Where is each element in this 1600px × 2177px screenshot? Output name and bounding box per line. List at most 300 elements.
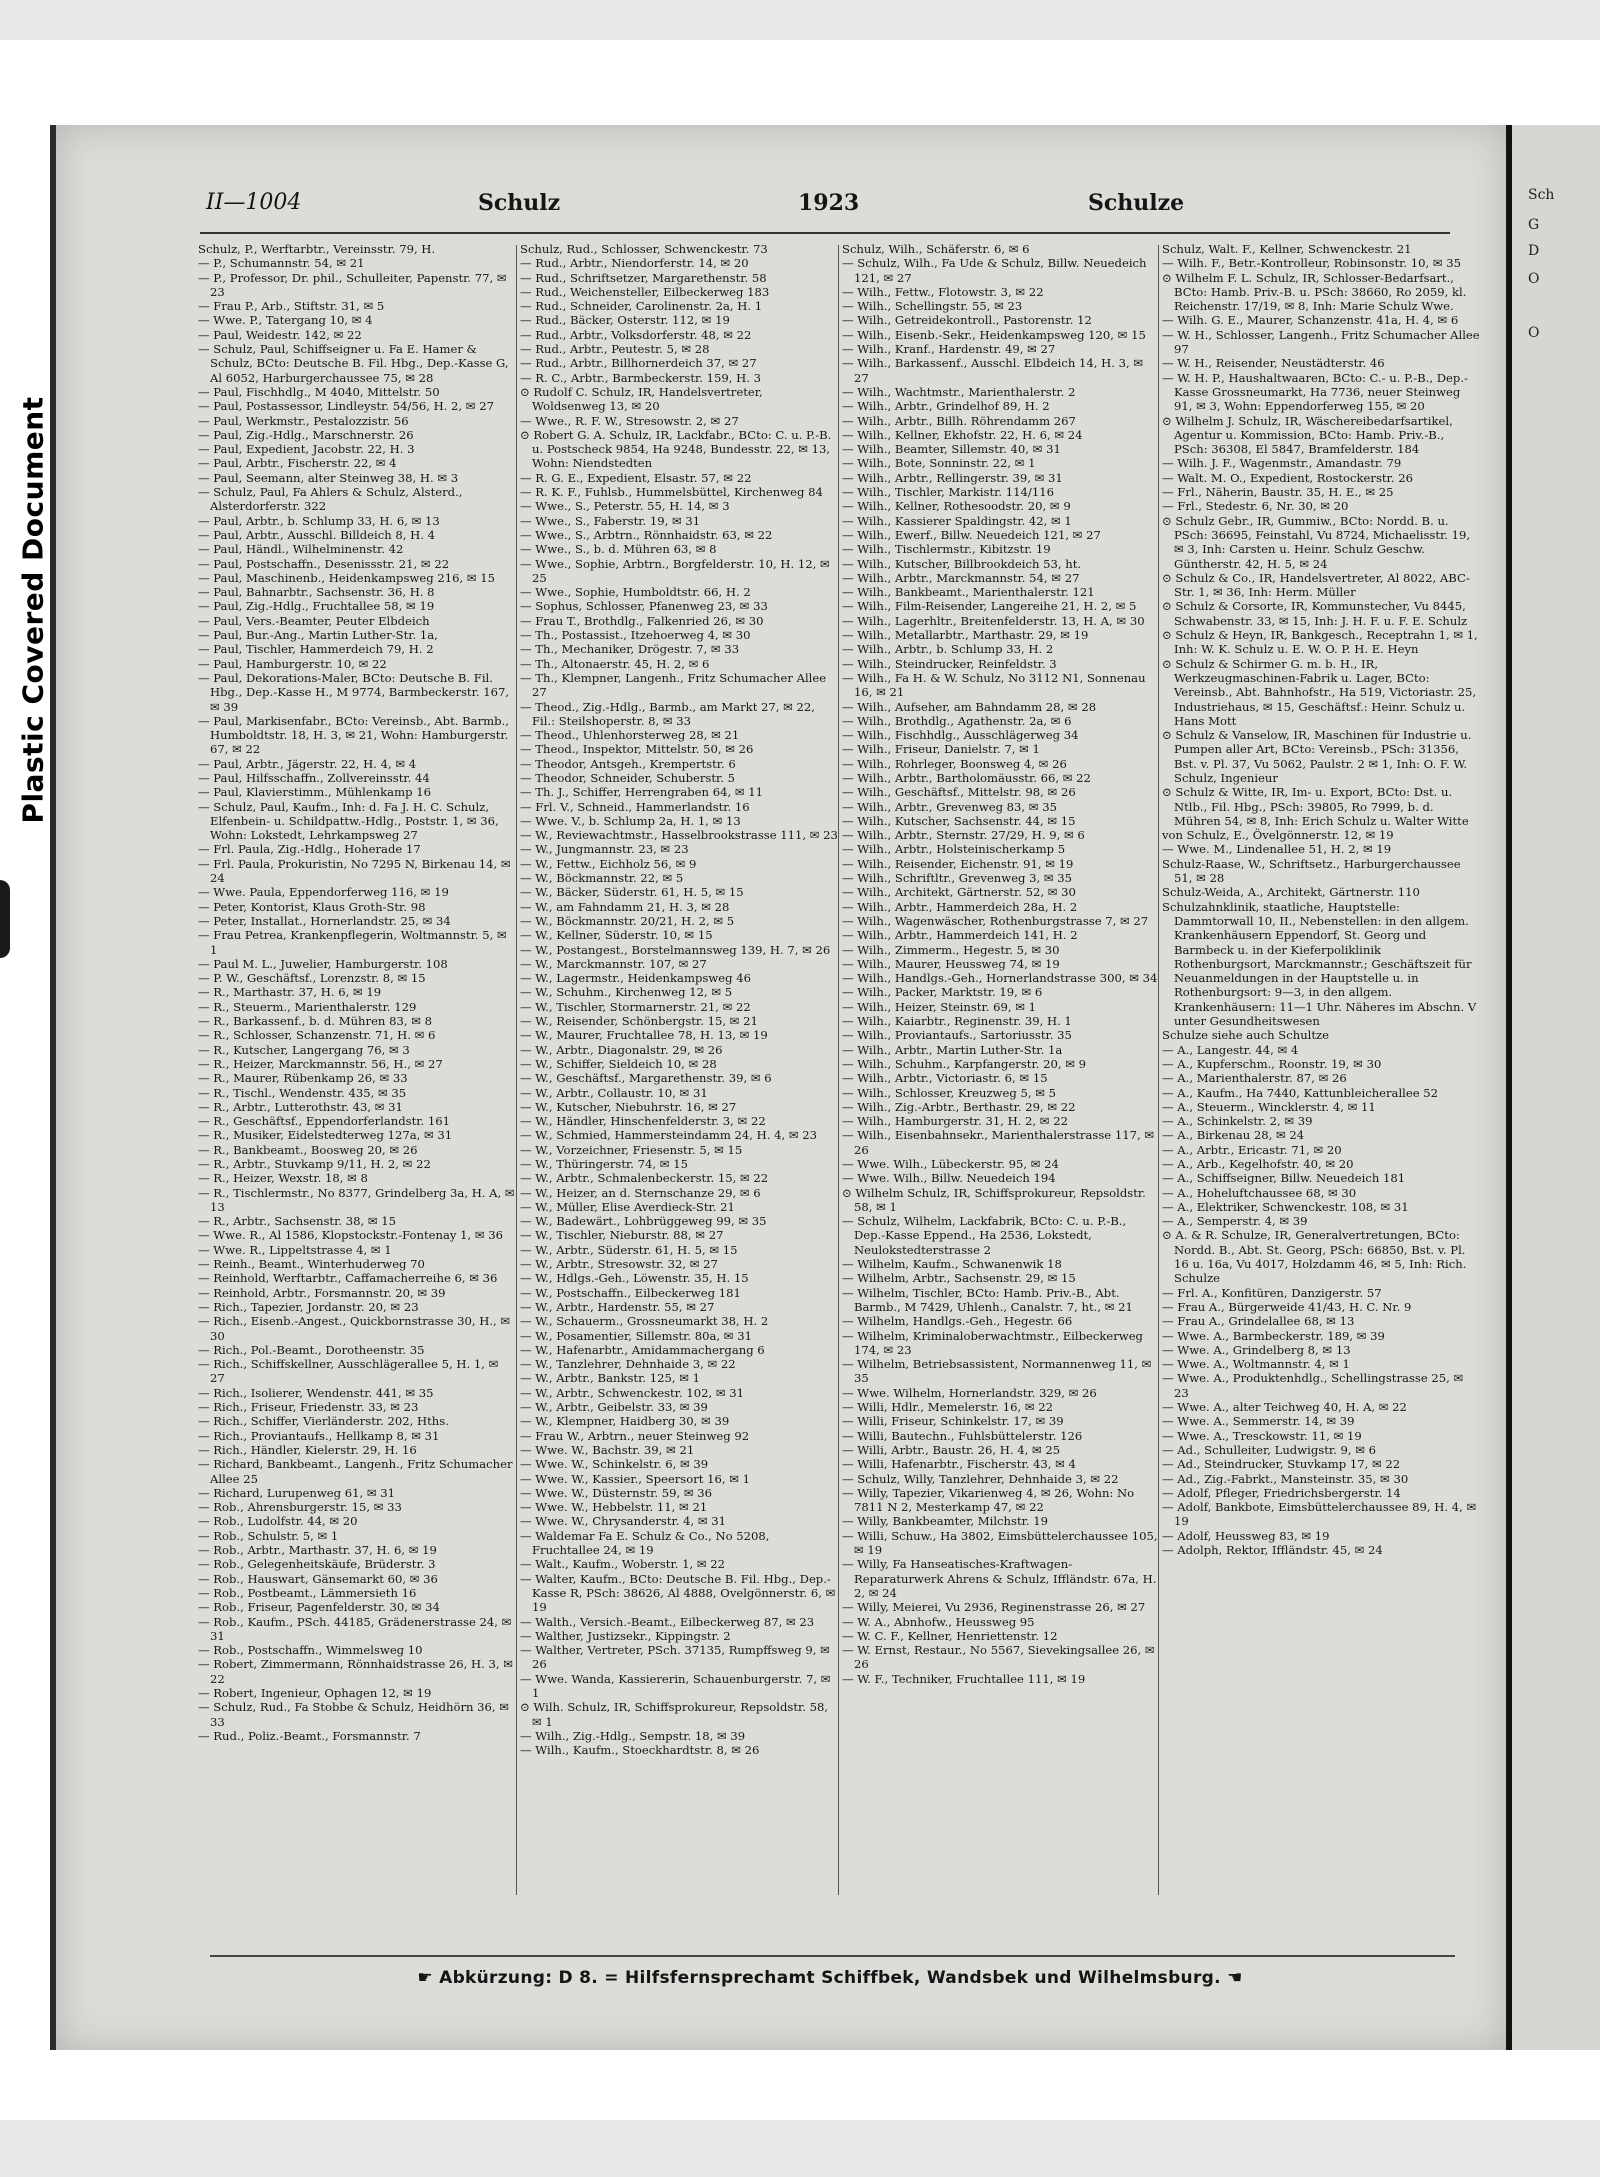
directory-entry: — Wilh., Arbtr., Rellingerstr. 39, ✉ 31 <box>842 470 1063 485</box>
directory-entry: — Wilh., Zig.-Arbtr., Berthastr. 29, ✉ 22 <box>842 1099 1076 1114</box>
directory-entry: — R., Arbtr., Lutterothstr. 43, ✉ 31 <box>198 1099 403 1114</box>
directory-entry: — Frau T., Brothdlg., Falkenried 26, ✉ 30 <box>520 613 764 628</box>
directory-entry: — Wilh., Schellingstr. 55, ✉ 23 <box>842 299 1023 314</box>
directory-entry: — Rud., Schriftsetzer, Margarethenstr. 58 <box>520 270 767 285</box>
page-header <box>158 190 1458 224</box>
directory-entry: — Adolph, Rektor, Iffländstr. 45, ✉ 24 <box>1162 1543 1383 1558</box>
directory-entry: — Wilh., Steindrucker, Reinfeldstr. 3 <box>842 656 1057 671</box>
directory-entry: — R., Arbtr., Stuvkamp 9/11, H. 2, ✉ 22 <box>198 1157 431 1171</box>
directory-entry: Schulz-Weida, A., Architekt, Gärtnerstr. 110 <box>1162 885 1420 900</box>
directory-entry: — Wilh., Zig.-Hdlg., Sempstr. 18, ✉ 39 <box>520 1728 746 1743</box>
directory-entry: — R., Maurer, Rübenkamp 26, ✉ 33 <box>198 1071 408 1086</box>
directory-entry: — Wilh., Arbtr., Billh. Röhrendamm 267 <box>842 413 1076 428</box>
directory-entry: — Wilh., Schuhm., Karpfangerstr. 20, ✉ 9 <box>842 1056 1086 1071</box>
directory-entry: — Wilh., Ewerf., Billw. Neuedeich 121, ✉ 27 <box>842 527 1101 542</box>
directory-entry: — R. G. E., Expedient, Elsastr. 57, ✉ 22 <box>520 470 752 485</box>
directory-entry: — R., Geschäftsf., Eppendorferlandstr. 161 <box>198 1114 450 1129</box>
directory-entry: — Schulz, Paul, Fa Ahlers & Schulz, Alsterd., Alsterdorferstr. 322 <box>198 485 463 514</box>
footer-note: ☛ Abkürzung: D 8. = Hilfsfernsprechamt Schiffbek, Wandsbek und Wilhelmsburg. ☚ <box>417 1968 1243 1988</box>
directory-entry: — Walther, Vertreter, PSch. 37135, Rumpffsweg 9, ✉ 26 <box>520 1643 830 1672</box>
directory-entry: — Robert, Ingenieur, Ophagen 12, ✉ 19 <box>198 1685 432 1700</box>
directory-entry: — A., Arb., Kegelhofstr. 40, ✉ 20 <box>1162 1157 1354 1171</box>
directory-entry: — Wilh., Film-Reisender, Langereihe 21, H. 2, ✉ 5 <box>842 599 1137 614</box>
directory-entry: — Rich., Tapezier, Jordanstr. 20, ✉ 23 <box>198 1299 419 1314</box>
directory-entry: — Frau A., Bürgerweide 41/43, H. C. Nr. 9 <box>1162 1299 1412 1314</box>
header-left-name: Schulz <box>478 190 561 216</box>
directory-entry: — Paul, Expedient, Jacobstr. 22, H. 3 <box>198 442 415 457</box>
directory-entry: — W., Schmied, Hammersteindamm 24, H. 4, ✉ 23 <box>520 1128 818 1143</box>
directory-entry: — Th., Mechaniker, Drögestr. 7, ✉ 33 <box>520 642 740 657</box>
directory-entry: — Frl. Paula, Zig.-Hdlg., Hoherade 17 <box>198 842 421 857</box>
directory-entry: — Wilh., Eisenbahnsekr., Marienthalerstrasse 117, ✉ 26 <box>842 1128 1155 1157</box>
directory-entry: — Wwe. Wilh., Billw. Neuedeich 194 <box>842 1171 1056 1186</box>
directory-entry: — Wilh., Arbtr., Victoriastr. 6, ✉ 15 <box>842 1071 1048 1086</box>
directory-entry: — Rich., Proviantaufs., Hellkamp 8, ✉ 31 <box>198 1428 440 1443</box>
directory-entry: — A., Schiffseigner, Billw. Neuedeich 181 <box>1162 1171 1406 1186</box>
directory-entry: — Rob., Gelegenheitskäufe, Brüderstr. 3 <box>198 1557 436 1572</box>
directory-entry: — R., Tischl., Wendenstr. 435, ✉ 35 <box>198 1085 407 1100</box>
directory-entry: — Rob., Arbtr., Marthastr. 37, H. 6, ✉ 19 <box>198 1543 437 1558</box>
directory-entry: — Wilh., Kaiarbtr., Reginenstr. 39, H. 1 <box>842 1014 1072 1029</box>
directory-entry: — Robert, Zimmermann, Rönnhaidstrasse 26, H. 3, ✉ 22 <box>198 1657 513 1686</box>
directory-entry: — Paul, Dekorations-Maler, BCto: Deutsche B. Fil. Hbg., Dep.-Kasse H., M 9774, Barmbeckerstr. 167, ✉ 39 <box>198 670 510 714</box>
directory-entry: — Willy, Fa Hanseatisches-Kraftwagen-Reparaturwerk Ahrens & Schulz, Iffländstr. 67a, H. 2, ✉ 24 <box>842 1557 1157 1600</box>
directory-entry: — W., Heizer, an d. Sternschanze 29, ✉ 6 <box>520 1185 761 1200</box>
directory-entry: — Frau A., Grindelallee 68, ✉ 13 <box>1162 1314 1355 1329</box>
directory-entry: ⊙ Wilhelm J. Schulz, IR, Wäschereibedarfsartikel, Agentur u. Kommission, BCto: Hamb. Priv.-B., PSch: 36308, El 5847, Bramfelderstr. 184 <box>1162 413 1453 457</box>
directory-entry: — Frau P., Arb., Stiftstr. 31, ✉ 5 <box>198 299 385 314</box>
directory-entry: — Rud., Weichensteller, Eilbeckerweg 183 <box>520 284 770 299</box>
directory-entry: ⊙ Robert G. A. Schulz, IR, Lackfabr., BCto: C. u. P.-B. u. Postscheck 9854, Ha 9248, Bundesstr. 22, ✉ 13, Wohn: Niendstedten <box>520 427 832 471</box>
directory-entry: — A., Kupferschm., Roonstr. 19, ✉ 30 <box>1162 1056 1382 1071</box>
directory-entry: — Wilhelm, Tischler, BCto: Hamb. Priv.-B., Abt. Barmb., M 7429, Uhlenh., Canalstr. 7, ht., ✉ 21 <box>842 1285 1133 1314</box>
directory-entry: ⊙ Schulz & Heyn, IR, Bankgesch., Receptrahn 1, ✉ 1, Inh: W. K. Schulz u. E. W. O. P. H. E. Heyn <box>1162 628 1478 657</box>
directory-entry: — Wilh., Geschäftsf., Mittelstr. 98, ✉ 26 <box>842 785 1076 800</box>
directory-entry: — Wwe. W., Chrysanderstr. 4, ✉ 31 <box>520 1514 727 1529</box>
directory-entry: — Wilh., Arbtr., Marckmannstr. 54, ✉ 27 <box>842 570 1080 585</box>
directory-entry: — A., Arbtr., Ericastr. 71, ✉ 20 <box>1162 1142 1342 1157</box>
directory-entry: — Sophus, Schlosser, Pfanenweg 23, ✉ 33 <box>520 599 768 614</box>
directory-entry: — Wilh., Packer, Marktstr. 19, ✉ 6 <box>842 985 1043 1000</box>
directory-entry: — Rob., Schulstr. 5, ✉ 1 <box>198 1528 339 1543</box>
directory-entry: — Paul, Weidestr. 142, ✉ 22 <box>198 327 362 342</box>
directory-entry: — Schulz, Wilhelm, Lackfabrik, BCto: C. u. P.-B., Dep.-Kasse Eppend., Ha 2536, Lokstedt, Neulokstedterstrasse 2 <box>842 1214 1127 1257</box>
directory-entry: — Wilh., Arbtr., Martin Luther-Str. 1a <box>842 1042 1063 1057</box>
directory-entry: — Frl. V., Schneid., Hammerlandstr. 16 <box>520 799 750 814</box>
directory-entry: — Wilh., Fa H. & W. Schulz, No 3112 N1, Sonnenau 16, ✉ 21 <box>842 670 1146 700</box>
directory-entry: — W., Tischler, Nieburstr. 88, ✉ 27 <box>520 1228 724 1243</box>
directory-entry: — Adolf, Heussweg 83, ✉ 19 <box>1162 1528 1330 1543</box>
directory-entry: — W., Arbtr., Süderstr. 61, H. 5, ✉ 15 <box>520 1242 738 1257</box>
directory-entry: — Ad., Steindrucker, Stuvkamp 17, ✉ 22 <box>1162 1457 1401 1472</box>
directory-entry: — Wilh., Friseur, Danielstr. 7, ✉ 1 <box>842 742 1040 757</box>
directory-entry: — Rob., Ahrensburgerstr. 15, ✉ 33 <box>198 1500 402 1515</box>
directory-entry: — Wilh., Arbtr., Grindelhof 89, H. 2 <box>842 399 1050 414</box>
directory-entry: — A., Steuerm., Wincklerstr. 4, ✉ 11 <box>1162 1099 1376 1114</box>
column-divider <box>838 245 839 1895</box>
directory-entry: — A., Elektriker, Schwenckestr. 108, ✉ 31 <box>1162 1199 1409 1214</box>
directory-entry: — Wwe., R. F. W., Stresowstr. 2, ✉ 27 <box>520 413 739 428</box>
directory-entry: von Schulz, E., Övelgönnerstr. 12, ✉ 19 <box>1162 828 1394 843</box>
directory-entry: — W., Schuhm., Kirchenweg 12, ✉ 5 <box>520 985 733 1000</box>
directory-entry: — Frau Petrea, Krankenpflegerin, Woltmannstr. 5, ✉ 1 <box>198 928 507 957</box>
directory-entry: — A., Birkenau 28, ✉ 24 <box>1162 1128 1305 1143</box>
directory-entry: — Walt., Kaufm., Woberstr. 1, ✉ 22 <box>520 1557 725 1572</box>
directory-entry: ⊙ Schulz & Witte, IR, Im- u. Export, BCto: Dst. u. Ntlb., Fil. Hbg., PSch: 39805, Ro 7999, b. d. Mühren 54, ✉ 8, Inh: Erich Schulz u. Walter Witte <box>1162 785 1469 828</box>
directory-entry: — Th. J., Schiffer, Herrengraben 64, ✉ 11 <box>520 785 763 800</box>
column-divider <box>516 245 517 1895</box>
directory-entry: — Rud., Arbtr., Volksdorferstr. 48, ✉ 22 <box>520 327 752 342</box>
directory-entry: — Schulz, Wilh., Fa Ude & Schulz, Billw. Neuedeich 121, ✉ 27 <box>842 256 1147 285</box>
directory-entry: — W. H., Schlosser, Langenh., Fritz Schumacher Allee 97 <box>1162 327 1480 357</box>
directory-entry: — Walt. M. O., Expedient, Rostockerstr. 26 <box>1162 470 1413 485</box>
directory-entry: — Wilhelm, Betriebsassistent, Normannenweg 11, ✉ 35 <box>842 1357 1152 1386</box>
directory-entry: ⊙ Schulz & Schirmer G. m. b. H., IR, Werkzeugmaschinen-Fabrik u. Lager, BCto: Vereinsb., Abt. Bahnhofstr., Ha 519, Victoriastr. 25, Industriehaus, ✉ 15, Geschäftsf.: Heinr. Schulz u. Hans Mott <box>1162 656 1477 728</box>
directory-entry: — Wilh., Arbtr., Holsteinischerkamp 5 <box>842 842 1066 857</box>
directory-entry: — Wilh., Schlosser, Kreuzweg 5, ✉ 5 <box>842 1085 1056 1100</box>
directory-entry: — W., Postschaffn., Eilbeckerweg 181 <box>520 1285 741 1300</box>
directory-entry: — W. F., Techniker, Fruchtallee 111, ✉ 19 <box>842 1671 1086 1686</box>
directory-entry: — Wilh., Wachtmstr., Marienthalerstr. 2 <box>842 384 1076 399</box>
directory-entry: — Wwe. W., Düsternstr. 59, ✉ 36 <box>520 1485 713 1500</box>
directory-entry: ⊙ Schulz & Co., IR, Handelsvertreter, Al 8022, ABC-Str. 1, ✉ 36, Inh: Herm. Müller <box>1162 570 1470 600</box>
directory-entry: ⊙ Schulz & Corsorte, IR, Kommunstecher, Vu 8445, Schwabenstr. 33, ✉ 15, Inh: J. H. F. u. F. E. Schulz <box>1162 599 1468 628</box>
directory-entry: — Wwe., Sophie, Humboldtstr. 66, H. 2 <box>520 585 751 600</box>
directory-entry: — Wilh., Architekt, Gärtnerstr. 52, ✉ 30 <box>842 885 1076 900</box>
directory-entry: — Wilh., Lagerhltr., Breitenfelderstr. 13, H. A, ✉ 30 <box>842 613 1145 628</box>
directory-entry: — Wwe., S., b. d. Mühren 63, ✉ 8 <box>520 542 717 557</box>
directory-entry: — Paul, Klavierstimm., Mühlenkamp 16 <box>198 785 431 800</box>
directory-entry: — R., Arbtr., Sachsenstr. 38, ✉ 15 <box>198 1214 396 1229</box>
directory-entry: — Schulz, Rud., Fa Stobbe & Schulz, Heidhörn 36, ✉ 33 <box>198 1700 509 1729</box>
directory-entry: — W., Posamentier, Sillemstr. 80a, ✉ 31 <box>520 1328 752 1343</box>
directory-entry: — Wilh., Eisenb.-Sekr., Heidenkampsweg 120, ✉ 15 <box>842 327 1146 342</box>
directory-entry: — Paul, Tischler, Hammerdeich 79, H. 2 <box>198 642 434 657</box>
directory-entry: — Wwe. Wilh., Lübeckerstr. 95, ✉ 24 <box>842 1157 1059 1171</box>
directory-entry: — W. A., Abnhofw., Heussweg 95 <box>842 1614 1035 1629</box>
directory-entry: — Wwe. V., b. Schlump 2a, H. 1, ✉ 13 <box>520 813 741 828</box>
directory-entry: — P., Schumannstr. 54, ✉ 21 <box>198 256 365 271</box>
directory-entry: — Wilh. J. F., Wagenmstr., Amandastr. 79 <box>1162 456 1402 471</box>
plastic-covered-label: Plastic Covered Document <box>16 396 50 824</box>
directory-entry: — Paul, Markisenfabr., BCto: Vereinsb., Abt. Barmb., Humboldtstr. 18, H. 3, ✉ 21, Wohn: Hamburgerstr. 67, ✉ 22 <box>198 713 509 757</box>
directory-column-3 <box>842 242 1160 1902</box>
directory-entry: — Wilh., Reisender, Eichenstr. 91, ✉ 19 <box>842 856 1074 871</box>
directory-entry: — Wilh., Schriftltr., Grevenweg 3, ✉ 35 <box>842 871 1073 886</box>
directory-entry: — W., Tischler, Stormarnerstr. 21, ✉ 22 <box>520 999 751 1014</box>
directory-entry: — W., Arbtr., Bankstr. 125, ✉ 1 <box>520 1371 700 1386</box>
right-fragment: G <box>1528 217 1540 233</box>
directory-entry: — Paul, Bur.-Ang., Martin Luther-Str. 1a, <box>198 628 438 643</box>
directory-entry: — Rich., Händler, Kielerstr. 29, H. 16 <box>198 1442 417 1457</box>
directory-entry: — Theodor, Schneider, Schuberstr. 5 <box>520 770 736 785</box>
directory-entry: — Wwe. A., Barmbeckerstr. 189, ✉ 39 <box>1162 1328 1385 1343</box>
directory-entry: — W., Klempner, Haidberg 30, ✉ 39 <box>520 1414 730 1429</box>
page-edge-mark <box>0 880 10 958</box>
directory-entry: — W., Müller, Elise Averdieck-Str. 21 <box>520 1199 735 1214</box>
directory-entry: — Rud., Arbtr., Billhornerdeich 37, ✉ 27 <box>520 356 757 371</box>
directory-entry: — W. Ernst, Restaur., No 5567, Sievekingsallee 26, ✉ 26 <box>842 1643 1155 1672</box>
directory-entry: — Wilhelm, Kaufm., Schwanenwik 18 <box>842 1257 1062 1272</box>
directory-entry: — Wilh., Beamter, Sillemstr. 40, ✉ 31 <box>842 442 1061 457</box>
directory-entry: — Th., Postassist., Itzehoerweg 4, ✉ 30 <box>520 628 751 643</box>
directory-entry: — Wwe. Paula, Eppendorferweg 116, ✉ 19 <box>198 885 449 900</box>
directory-entry: — Wilh., Kellner, Ekhofstr. 22, H. 6, ✉ 24 <box>842 427 1083 442</box>
directory-entry: — Wwe. W., Kassier., Speersort 16, ✉ 1 <box>520 1471 751 1486</box>
right-fragment: Sch <box>1528 187 1555 203</box>
directory-entry: — Paul, Arbtr., Ausschl. Billdeich 8, H. 4 <box>198 527 435 542</box>
directory-entry: — W., Böckmannstr. 22, ✉ 5 <box>520 871 684 886</box>
directory-entry: — Rob., Ludolfstr. 44, ✉ 20 <box>198 1514 358 1529</box>
directory-entry: — Rob., Postschaffn., Wimmelsweg 10 <box>198 1643 423 1658</box>
directory-entry: — Wilh. F., Betr.-Kontrolleur, Robinsonstr. 10, ✉ 35 <box>1162 256 1462 271</box>
directory-entry: — Paul, Zig.-Hdlg., Marschnerstr. 26 <box>198 427 414 442</box>
directory-entry: ⊙ Wilh. Schulz, IR, Schiffsprokureur, Repsoldstr. 58, ✉ 1 <box>520 1700 829 1729</box>
directory-entry: — Wwe. M., Lindenallee 51, H. 2, ✉ 19 <box>1162 842 1392 857</box>
directory-entry: — W., Arbtr., Diagonalstr. 29, ✉ 26 <box>520 1042 723 1057</box>
directory-entry: — Wilh., Rohrleger, Boonsweg 4, ✉ 26 <box>842 756 1067 771</box>
directory-entry: — Wilh., Kassierer Spaldingstr. 42, ✉ 1 <box>842 513 1072 528</box>
directory-entry: — Theod., Uhlenhorsterweg 28, ✉ 21 <box>520 728 740 743</box>
directory-entry: ⊙ Wilhelm Schulz, IR, Schiffsprokureur, Repsoldstr. 58, ✉ 1 <box>842 1185 1146 1214</box>
directory-entry: — Wilh., Hamburgerstr. 31, H. 2, ✉ 22 <box>842 1114 1068 1129</box>
directory-entry: — R., Kutscher, Langergang 76, ✉ 3 <box>198 1042 410 1057</box>
directory-entry: — Wilh. G. E., Maurer, Schanzenstr. 41a, H. 4, ✉ 6 <box>1162 313 1459 328</box>
directory-entry: — Rud., Poliz.-Beamt., Forsmannstr. 7 <box>198 1728 421 1743</box>
directory-entry: — Rud., Arbtr., Niendorferstr. 14, ✉ 20 <box>520 256 749 271</box>
directory-entry: — Wwe. Wilhelm, Hornerlandstr. 329, ✉ 26 <box>842 1385 1097 1400</box>
directory-entry: — W. H. P., Haushaltwaaren, BCto: C.- u. P.-B., Dep.-Kasse Grossneumarkt, Ha 7736, neuer Steinweg 91, ✉ 3, Wohn: Eppendorferweg 155, ✉ 20 <box>1162 370 1468 414</box>
directory-entry: — Paul, Postassessor, Lindleystr. 54/56, H. 2, ✉ 27 <box>198 399 494 414</box>
header-rule <box>200 232 1450 234</box>
directory-entry: — Wilh., Zimmerm., Hegestr. 5, ✉ 30 <box>842 942 1060 957</box>
directory-entry: — Willy, Meierei, Vu 2936, Reginenstrasse 26, ✉ 27 <box>842 1600 1146 1615</box>
directory-entry: — Wwe. A., Produktenhdlg., Schellingstrasse 25, ✉ 23 <box>1162 1371 1464 1400</box>
directory-entry: — Wwe. W., Bachstr. 39, ✉ 21 <box>520 1442 695 1457</box>
directory-entry: Schulz, Walt. F., Kellner, Schwenckestr. 21 <box>1162 242 1412 256</box>
directory-entry: — Wilh., Arbtr., Bartholomäusstr. 66, ✉ 22 <box>842 770 1091 785</box>
directory-entry: — Wwe. W., Hebbelstr. 11, ✉ 21 <box>520 1500 708 1515</box>
directory-entry: — Paul, Hamburgerstr. 10, ✉ 22 <box>198 656 387 671</box>
directory-entry: — A., Kaufm., Ha 7440, Kattunbleicherallee 52 <box>1162 1085 1439 1100</box>
directory-entry: — Walter, Kaufm., BCto: Deutsche B. Fil. Hbg., Dep.-Kasse R, PSch: 38626, Al 4888, Ovelgönnerstr. 6, ✉ 19 <box>520 1571 836 1615</box>
directory-entry: — Paul, Arbtr., Jägerstr. 22, H. 4, ✉ 4 <box>198 756 417 771</box>
directory-entry: — Wwe., Sophie, Arbtrn., Borgfelderstr. 10, H. 12, ✉ 25 <box>520 556 830 585</box>
directory-entry: — Wilh., Kutscher, Billbrookdeich 53, ht. <box>842 556 1082 571</box>
directory-column-1 <box>198 242 516 1902</box>
directory-entry: — Wwe. A., Tresckowstr. 11, ✉ 19 <box>1162 1428 1362 1443</box>
directory-entry: — Walth., Versich.-Beamt., Eilbeckerweg 87, ✉ 23 <box>520 1614 815 1629</box>
directory-entry: — Paul, Postschaffn., Desenissstr. 21, ✉ 22 <box>198 556 450 571</box>
directory-entry: — Th., Klempner, Langenh., Fritz Schumacher Allee 27 <box>520 670 827 700</box>
directory-entry: — Peter, Installat., Hornerlandstr. 25, ✉ 34 <box>198 913 451 928</box>
directory-entry: — Rich., Eisenb.-Angest., Quickbornstrasse 30, H., ✉ 30 <box>198 1314 511 1343</box>
directory-entry: — W. H., Reisender, Neustädterstr. 46 <box>1162 356 1385 371</box>
directory-entry: — Paul, Maschinenb., Heidenkampsweg 216, ✉ 15 <box>198 570 495 585</box>
directory-column-2 <box>520 242 838 1902</box>
right-fragment: O <box>1528 325 1540 341</box>
directory-entry: — Adolf, Pfleger, Friedrichsbergerstr. 14 <box>1162 1485 1401 1500</box>
directory-entry: ⊙ Rudolf C. Schulz, IR, Handelsvertreter, Woldsenweg 13, ✉ 20 <box>520 384 763 414</box>
directory-entry: — Schulz, Paul, Schiffseigner u. Fa E. Hamer & Schulz, BCto: Deutsche B. Fil. Hbg., Dep.-Kasse G, Al 6052, Harburgerchaussee 75, ✉ 28 <box>198 342 509 385</box>
directory-entry: — W., Geschäftsf., Margarethenstr. 39, ✉ 6 <box>520 1071 772 1086</box>
directory-entry: — W., Arbtr., Geibelstr. 33, ✉ 39 <box>520 1400 708 1415</box>
directory-entry: — Wilh., Barkassenf., Ausschl. Elbdeich 14, H. 3, ✉ 27 <box>842 356 1144 385</box>
directory-entry: — Paul, Händl., Wilhelminenstr. 42 <box>198 542 404 557</box>
directory-entry: — A., Schinkelstr. 2, ✉ 39 <box>1162 1114 1313 1129</box>
directory-entry: — Wilh., Wagenwäscher, Rothenburgstrasse 7, ✉ 27 <box>842 913 1149 928</box>
directory-entry: Schulze siehe auch Schultze <box>1162 1028 1329 1043</box>
directory-entry: — Paul, Arbtr., Fischerstr. 22, ✉ 4 <box>198 456 397 471</box>
adjacent-page-edge <box>1508 125 1600 2050</box>
directory-entry: — W., Badewärt., Lohbrüggeweg 99, ✉ 35 <box>520 1214 767 1229</box>
directory-entry: — Peter, Kontorist, Klaus Groth-Str. 98 <box>198 899 426 914</box>
directory-entry: — W., Postangest., Borstelmannsweg 139, H. 7, ✉ 26 <box>520 942 831 957</box>
directory-entry: — Frl. A., Konfitüren, Danzigerstr. 57 <box>1162 1285 1382 1300</box>
directory-entry: ⊙ Schulz Gebr., IR, Gummiw., BCto: Nordd. B. u. PSch: 36695, Feinstahl, Vu 8724, Michaelisstr. 19, ✉ 3, Inh: Carsten u. Heinr. Schulz Geschw. Güntherstr. 42, H. 5, ✉ 24 <box>1162 513 1471 571</box>
directory-entry: — Theod., Inspektor, Mittelstr. 50, ✉ 26 <box>520 742 754 757</box>
directory-entry: — W., Thüringerstr. 74, ✉ 15 <box>520 1157 688 1171</box>
directory-entry: — Wwe. P., Tatergang 10, ✉ 4 <box>198 313 373 328</box>
directory-entry: — A., Hoheluftchaussee 68, ✉ 30 <box>1162 1185 1357 1200</box>
directory-entry: — Wilh., Fettw., Flotowstr. 3, ✉ 22 <box>842 284 1044 299</box>
directory-entry: — A., Marienthalerstr. 87, ✉ 26 <box>1162 1071 1347 1086</box>
directory-entry: Schulz, Wilh., Schäferstr. 6, ✉ 6 <box>842 242 1030 256</box>
directory-entry: — W., Kellner, Süderstr. 10, ✉ 15 <box>520 928 713 943</box>
directory-entry: — Wilh., Arbtr., Hammerdeich 28a, H. 2 <box>842 899 1078 914</box>
directory-entry: — Schulz, Paul, Kaufm., Inh: d. Fa J. H. C. Schulz, Elfenbein- u. Schildpattw.-Hdlg., Poststr. 1, ✉ 36, Wohn: Lokstedt, Lehrkampsweg 27 <box>198 799 499 843</box>
directory-entry: — Rich., Schiffer, Vierländerstr. 202, Hths. <box>198 1414 449 1429</box>
directory-entry: — Wilh., Kutscher, Sachsenstr. 44, ✉ 15 <box>842 813 1076 828</box>
directory-entry: ⊙ Wilhelm F. L. Schulz, IR, Schlosser-Bedarfsart., BCto: Hamb. Priv.-B. u. PSch: 38660, Ro 2059, kl. Reichenstr. 17/19, ✉ 8, Inh: Marie Schulz Wwe. <box>1162 270 1467 314</box>
directory-entry: — W., Arbtr., Stresowstr. 32, ✉ 27 <box>520 1257 718 1272</box>
directory-entry: — Wilh., Handlgs.-Geh., Hornerlandstrasse 300, ✉ 34 <box>842 971 1158 986</box>
directory-entry: — W., Arbtr., Schmalenbeckerstr. 15, ✉ 22 <box>520 1171 769 1186</box>
directory-entry: — Wilh., Aufseher, am Bahndamm 28, ✉ 28 <box>842 699 1097 714</box>
directory-entry: — R., Musiker, Eidelstedterweg 127a, ✉ 31 <box>198 1128 453 1143</box>
directory-entry: — W., Lagermstr., Heidenkampsweg 46 <box>520 971 751 986</box>
directory-entry: — Willi, Hdlr., Memelerstr. 16, ✉ 22 <box>842 1400 1053 1415</box>
directory-entry: — Wilh., Proviantaufs., Sartoriusstr. 35 <box>842 1028 1072 1043</box>
directory-entry: — A., Langestr. 44, ✉ 4 <box>1162 1042 1299 1057</box>
directory-entry: — Willi, Friseur, Schinkelstr. 17, ✉ 39 <box>842 1414 1064 1429</box>
directory-entry: — Rich., Schiffskellner, Ausschlägerallee 5, H. 1, ✉ 27 <box>198 1357 499 1386</box>
directory-entry: — R., Steuerm., Marienthalerstr. 129 <box>198 999 417 1014</box>
directory-entry: — Wwe. W., Schinkelstr. 6, ✉ 39 <box>520 1457 709 1472</box>
directory-entry: Schulz, P., Werftarbtr., Vereinsstr. 79, H. <box>198 242 436 256</box>
directory-entry: — Paul, Zig.-Hdlg., Fruchtallee 58, ✉ 19 <box>198 599 435 614</box>
directory-entry: — Wilhelm, Kriminaloberwachtmstr., Eilbeckerweg 174, ✉ 23 <box>842 1328 1143 1357</box>
directory-entry: — Theodor, Antsgeh., Krempertstr. 6 <box>520 756 736 771</box>
directory-entry: — Paul, Seemann, alter Steinweg 38, H. ✉ 3 <box>198 470 459 485</box>
directory-entry: — Wilh., Metallarbtr., Marthastr. 29, ✉ 19 <box>842 628 1089 643</box>
right-fragment: D <box>1528 243 1540 259</box>
directory-entry: — Richard, Bankbeamt., Langenh., Fritz Schumacher Allee 25 <box>198 1457 513 1486</box>
directory-column-4 <box>1162 242 1480 1902</box>
directory-entry: — Paul, Arbtr., b. Schlump 33, H. 6, ✉ 13 <box>198 513 440 528</box>
directory-entry: — W., Arbtr., Hardenstr. 55, ✉ 27 <box>520 1299 715 1314</box>
directory-entry: — Rob., Friseur, Pagenfelderstr. 30, ✉ 34 <box>198 1600 440 1615</box>
directory-entry: — Wilhelm, Arbtr., Sachsenstr. 29, ✉ 15 <box>842 1271 1076 1286</box>
directory-entry: — W., Reisender, Schönbergstr. 15, ✉ 21 <box>520 1014 758 1029</box>
directory-entry: — Paul, Hilfsschaffn., Zollvereinsstr. 44 <box>198 770 430 785</box>
directory-entry: Schulz-Raase, W., Schriftsetz., Harburgerchaussee 51, ✉ 28 <box>1162 856 1461 886</box>
directory-entry: — Wilh., Bankbeamt., Marienthalerstr. 121 <box>842 585 1095 600</box>
footer-rule <box>210 1955 1455 1957</box>
directory-entry: — W., Hafenarbtr., Amidammachergang 6 <box>520 1342 765 1357</box>
directory-entry: — R. K. F., Fuhlsb., Hummelsbüttel, Kirchenweg 84 <box>520 485 823 500</box>
directory-entry: — Rob., Postbeamt., Lämmersieth 16 <box>198 1585 417 1600</box>
directory-entry: — Wilh., Arbtr., Grevenweg 83, ✉ 35 <box>842 799 1057 814</box>
directory-entry: — W., Fettw., Eichholz 56, ✉ 9 <box>520 856 697 871</box>
directory-entry: — Rich., Pol.-Beamt., Dorotheenstr. 35 <box>198 1342 425 1357</box>
directory-entry: Schulz, Rud., Schlosser, Schwenckestr. 73 <box>520 242 768 256</box>
directory-entry: Schulzahnklinik, staatliche, Hauptstelle: Dammtorwall 10, II., Nebenstellen: in den allgem. Krankenhäusern Eppendorf, St. Georg und Barmbeck u. in der Kieferpoliklinik Rothenburgsort, Marckmannstr.; Geschäftszeit für Neuanmeldungen in der Hauptstelle u. in Rothenburgsort: 9—3, in den allgem. Krankenhäusern: 11—1 Uhr. Näheres im Abschn. V unter Gesundheitswesen <box>1162 899 1477 1029</box>
directory-entry: — W., Marckmannstr. 107, ✉ 27 <box>520 956 707 971</box>
directory-entry: — Frl. Paula, Prokuristin, No 7295 N, Birkenau 14, ✉ 24 <box>198 856 511 886</box>
directory-entry: — Theod., Zig.-Hdlg., Barmb., am Markt 27, ✉ 22, Fil.: Steilshoperstr. 8, ✉ 33 <box>520 699 815 728</box>
directory-entry: — Wwe. R., Al 1586, Klopstockstr.-Fontenay 1, ✉ 36 <box>198 1228 504 1243</box>
directory-entry: — Wilh., Heizer, Steinstr. 69, ✉ 1 <box>842 999 1037 1014</box>
directory-entry: ⊙ A. & R. Schulze, IR, Generalvertretungen, BCto: Nordd. B., Abt. St. Georg, PSch: 66850, Bst. v. Pl. 16 u. 16a, Vu 4017, Holzdamm 46, ✉ 5, Inh: Rich. Schulze <box>1162 1228 1467 1286</box>
directory-entry: — Wilh., Fischhdlg., Ausschlägerweg 34 <box>842 728 1079 743</box>
directory-entry: — Reinhold, Werftarbtr., Caffamacherreihe 6, ✉ 36 <box>198 1271 498 1286</box>
directory-entry: — Th., Altonaerstr. 45, H. 2, ✉ 6 <box>520 656 710 671</box>
directory-entry: — Reinhold, Arbtr., Forsmannstr. 20, ✉ 39 <box>198 1285 446 1300</box>
directory-entry: — Willy, Bankbeamter, Milchstr. 19 <box>842 1514 1049 1529</box>
directory-entry: — Willy, Tapezier, Vikarienweg 4, ✉ 26, Wohn: No 7811 N 2, Mesterkamp 47, ✉ 22 <box>842 1485 1135 1515</box>
directory-entry: — W., Händler, Hinschenfelderstr. 3, ✉ 22 <box>520 1114 766 1129</box>
directory-entry: — R., Heizer, Marckmannstr. 56, H., ✉ 27 <box>198 1056 443 1071</box>
directory-entry: — Reinh., Beamt., Winterhuderweg 70 <box>198 1257 425 1272</box>
directory-entry: — Paul M. L., Juwelier, Hamburgerstr. 108 <box>198 956 448 971</box>
directory-entry: — W., Tanzlehrer, Dehnhaide 3, ✉ 22 <box>520 1357 736 1372</box>
directory-entry: — Richard, Lurupenweg 61, ✉ 31 <box>198 1485 396 1500</box>
header-year: 1923 <box>798 190 860 216</box>
directory-entry: — Ad., Schulleiter, Ludwigstr. 9, ✉ 6 <box>1162 1442 1377 1457</box>
directory-entry: — Wwe. Wanda, Kassiererin, Schauenburgerstr. 7, ✉ 1 <box>520 1671 831 1700</box>
directory-entry: — Wilh., Kellner, Rothesoodstr. 20, ✉ 9 <box>842 499 1071 514</box>
directory-entry: — Willi, Bautechn., Fuhlsbüttelerstr. 126 <box>842 1428 1083 1443</box>
directory-entry: — W., Reviewachtmstr., Hasselbrookstrasse 111, ✉ 23 <box>520 828 838 843</box>
directory-entry: — R., Heizer, Wexstr. 18, ✉ 8 <box>198 1171 368 1186</box>
directory-entry: — Paul, Vers.-Beamter, Peuter Elbdeich <box>198 613 430 628</box>
directory-entry: — Wilh., Arbtr., b. Schlump 33, H. 2 <box>842 642 1054 657</box>
directory-entry: — W., Kutscher, Niebuhrstr. 16, ✉ 27 <box>520 1099 737 1114</box>
directory-entry: — Frau W., Arbtrn., neuer Steinweg 92 <box>520 1428 750 1443</box>
directory-entry: — Willi, Arbtr., Baustr. 26, H. 4, ✉ 25 <box>842 1442 1061 1457</box>
directory-entry: — Wilh., Arbtr., Sternstr. 27/29, H. 9, ✉ 6 <box>842 828 1085 843</box>
directory-entry: — Wwe. R., Lippeltstrasse 4, ✉ 1 <box>198 1242 392 1257</box>
directory-entry: — Wwe. A., Grindelberg 8, ✉ 13 <box>1162 1342 1351 1357</box>
directory-entry: — W., Schauerm., Grossneumarkt 38, H. 2 <box>520 1314 769 1329</box>
directory-entry: — Wwe. A., alter Teichweg 40, H. A, ✉ 22 <box>1162 1400 1407 1415</box>
directory-entry: — Wilhelm, Handlgs.-Geh., Hegestr. 66 <box>842 1314 1073 1329</box>
directory-entry: — R., Bankbeamt., Boosweg 20, ✉ 26 <box>198 1142 418 1157</box>
directory-entry: — W., Arbtr., Collaustr. 10, ✉ 31 <box>520 1085 708 1100</box>
right-fragment: O <box>1528 271 1540 287</box>
directory-entry: — Wwe., S., Arbtrn., Rönnhaidstr. 63, ✉ 22 <box>520 527 773 542</box>
directory-entry: — Wwe. A., Woltmannstr. 4, ✉ 1 <box>1162 1357 1350 1372</box>
directory-entry: — Wilh., Tischlermstr., Kibitzstr. 19 <box>842 542 1051 557</box>
directory-entry: — Rob., Kaufm., PSch. 44185, Grädenerstrasse 24, ✉ 31 <box>198 1614 512 1643</box>
header-right-name: Schulze <box>1088 190 1185 216</box>
directory-entry: — Frl., Näherin, Baustr. 35, H. E., ✉ 25 <box>1162 485 1394 500</box>
directory-entry: — R., Tischlermstr., No 8377, Grindelberg 3a, H. A, ✉ 13 <box>198 1185 515 1214</box>
directory-entry: — Wilh., Kaufm., Stoeckhardtstr. 8, ✉ 26 <box>520 1743 760 1758</box>
directory-entry: — W., Jungmannstr. 23, ✉ 23 <box>520 842 689 857</box>
directory-entry: — Wilh., Kranf., Hardenstr. 49, ✉ 27 <box>842 342 1056 357</box>
